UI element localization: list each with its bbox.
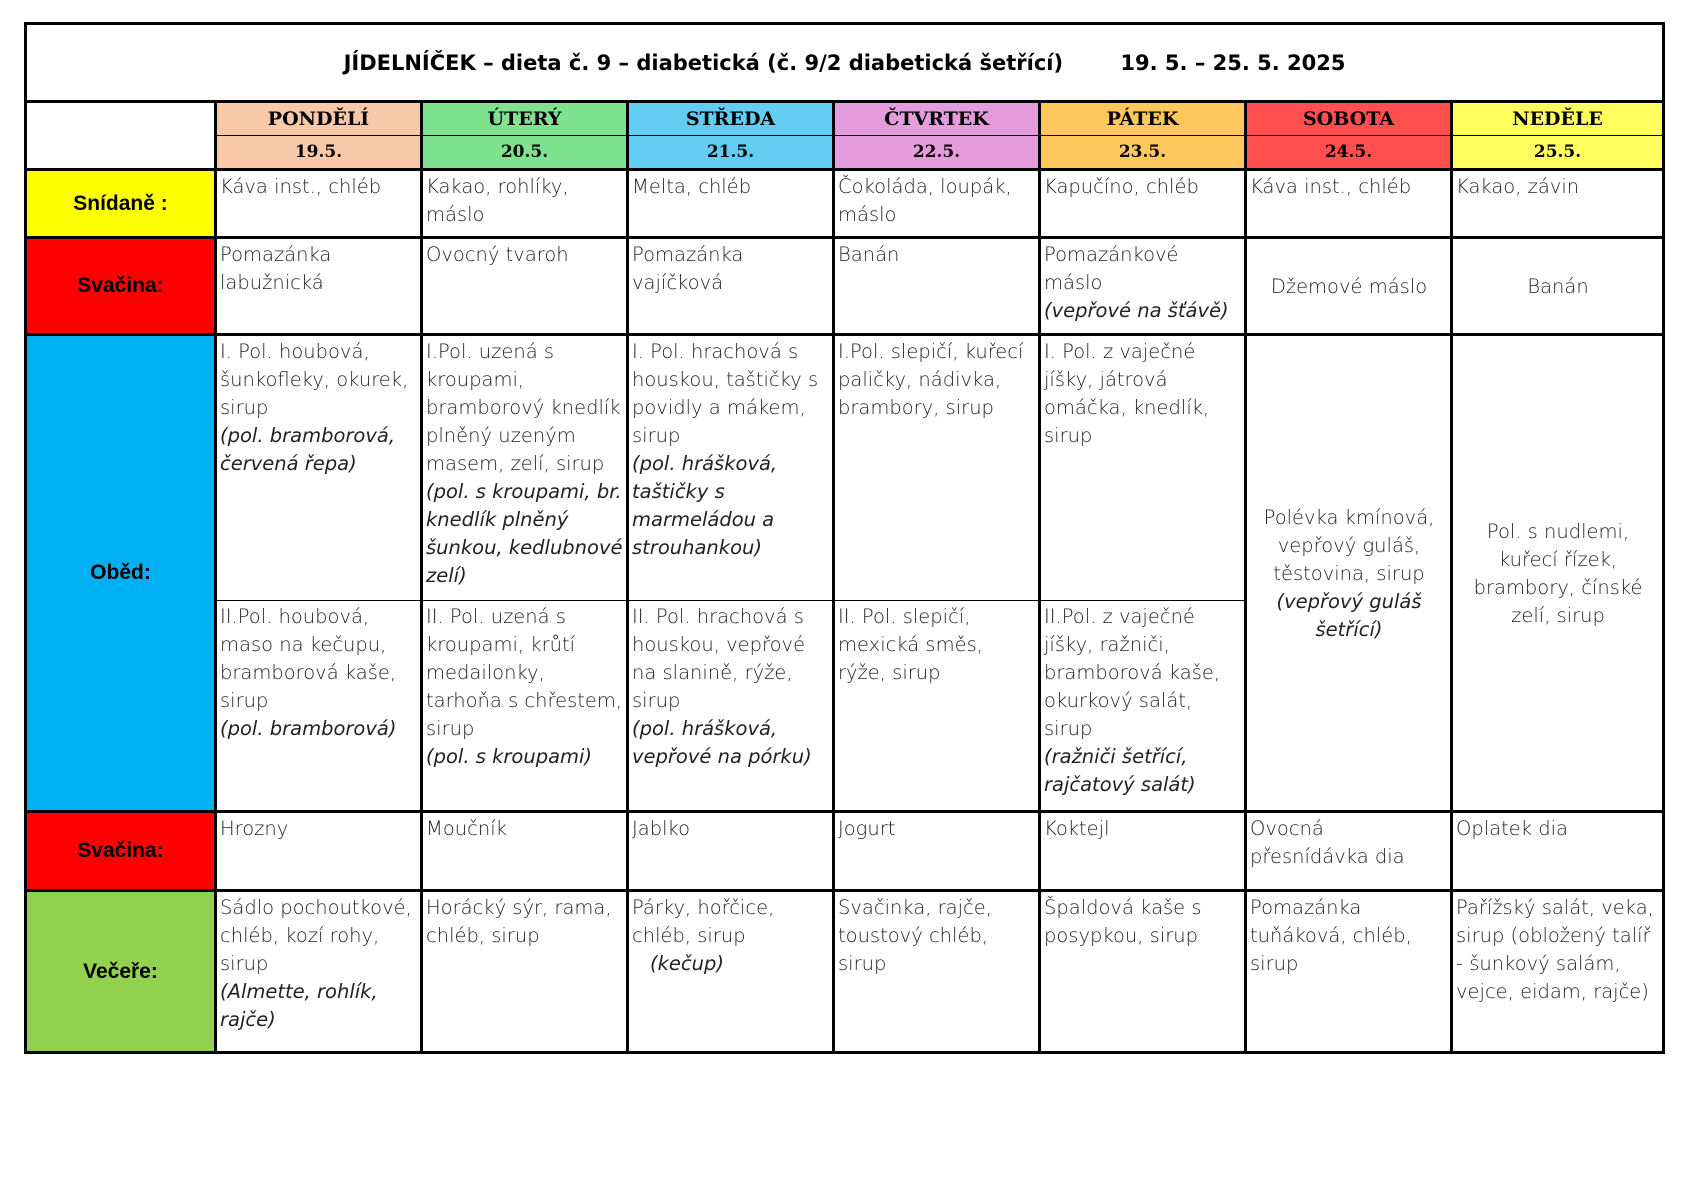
breakfast-cell: Kakao, rohlíky, máslo xyxy=(422,170,628,238)
lunch-second-alt: (pol. s kroupami) xyxy=(426,745,593,768)
snack1-cell xyxy=(422,238,628,335)
snack2-cell: Koktejl xyxy=(1040,812,1246,891)
snack1-text: Ovocný tvaroh xyxy=(426,243,569,266)
snack1-text: Pomazánka labužnická xyxy=(220,243,332,294)
dinner-row xyxy=(26,891,1664,1053)
lunch-second-text: II.Pol. z vaječné jíšky, ražniči, bramborová kaše, okurkový salát, sirup xyxy=(1044,605,1221,740)
corner-cell xyxy=(26,102,216,170)
menu-table xyxy=(24,22,1665,1054)
dinner-text: Párky, hořčice, chléb, sirup xyxy=(632,896,775,947)
page-title xyxy=(26,24,1664,102)
lunch-first-alt: (pol. s kroupami, br. knedlík plněný šunkou, kedlubnové zelí) xyxy=(426,480,623,587)
lunch-first-alt: (pol. hrášková, taštičky s marmeládou a strouhankou) xyxy=(632,452,778,559)
meal-label-lunch: Oběd: xyxy=(26,335,216,812)
snack1-cell xyxy=(1246,238,1452,335)
snack1-text: Džemové máslo xyxy=(1270,275,1428,298)
day-date-sunday: 25.5. xyxy=(1452,136,1664,170)
lunch-first-cell xyxy=(216,335,422,601)
meal-label-breakfast: Snídaně : xyxy=(26,170,216,238)
day-header-friday: PÁTEK xyxy=(1040,102,1246,136)
day-date-row xyxy=(26,136,1664,170)
lunch-first-text: I. Pol. hrachová s houskou, taštičky s povidly a mákem, sirup xyxy=(632,340,819,447)
snack1-cell xyxy=(834,238,1040,335)
snack2-cell: Jogurt xyxy=(834,812,1040,891)
lunch-second-alt: (pol. hrášková, vepřové na pórku) xyxy=(632,717,812,768)
breakfast-row xyxy=(26,170,1664,238)
day-header-monday: PONDĚLÍ xyxy=(216,102,422,136)
snack2-cell: Jablko xyxy=(628,812,834,891)
lunch-second-cell xyxy=(834,601,1040,812)
snack1-cell xyxy=(216,238,422,335)
day-header-saturday: SOBOTA xyxy=(1246,102,1452,136)
breakfast-cell: Čokoláda, loupák, máslo xyxy=(834,170,1040,238)
snack1-cell xyxy=(628,238,834,335)
dinner-text: Pařížský salát, veka, sirup (obložený talíř - šunkový salám, vejce, eidam, rajče) xyxy=(1456,896,1654,1003)
snack2-row xyxy=(26,812,1664,891)
dinner-alt: (kečup) xyxy=(650,952,724,975)
lunch-second-cell xyxy=(1040,601,1246,812)
lunch-first-text: I. Pol. houbová, šunkofleky, okurek, sirup xyxy=(220,340,409,419)
lunch-first-text: I.Pol. slepičí, kuřecí paličky, nádivka, brambory, sirup xyxy=(838,340,1024,419)
snack1-text: Banán xyxy=(838,243,900,266)
day-date-monday: 19.5. xyxy=(216,136,422,170)
lunch-first-cell xyxy=(1040,335,1246,601)
meal-label-snack1: Svačina: xyxy=(26,238,216,335)
breakfast-cell: Kapučíno, chléb xyxy=(1040,170,1246,238)
dinner-alt: (Almette, rohlík, rajče) xyxy=(220,980,378,1031)
snack2-cell: Oplatek dia xyxy=(1452,812,1664,891)
breakfast-cell: Melta, chléb xyxy=(628,170,834,238)
dinner-text: Svačinka, rajče, toustový chléb, sirup xyxy=(838,896,992,975)
day-date-saturday: 24.5. xyxy=(1246,136,1452,170)
lunch-first-cell xyxy=(628,335,834,601)
day-header-tuesday: ÚTERÝ xyxy=(422,102,628,136)
snack2-cell: Hrozny xyxy=(216,812,422,891)
menu-sheet xyxy=(24,22,1662,1054)
lunch-first-text: I.Pol. uzená s kroupami, bramborový knedlík plněný uzeným masem, zelí, sirup xyxy=(426,340,621,475)
day-date-friday: 23.5. xyxy=(1040,136,1246,170)
breakfast-cell: Káva inst., chléb xyxy=(1246,170,1452,238)
dinner-text: Horácký sýr, rama, chléb, sirup xyxy=(426,896,612,947)
lunch-first-cell xyxy=(422,335,628,601)
lunch-second-cell xyxy=(216,601,422,812)
lunch-weekend-cell xyxy=(1246,335,1452,812)
lunch-weekend-cell xyxy=(1452,335,1664,812)
day-name-row xyxy=(26,102,1664,136)
dinner-text: Pomazánka tuňáková, chléb, sirup xyxy=(1250,896,1412,975)
snack1-text: Banán xyxy=(1527,275,1589,298)
day-date-wednesday: 21.5. xyxy=(628,136,834,170)
title-row xyxy=(26,24,1664,102)
snack1-text: Pomazánkové máslo xyxy=(1044,243,1179,294)
lunch-second-text: II. Pol. slepičí, mexická směs, rýže, sirup xyxy=(838,605,983,684)
snack1-row xyxy=(26,238,1664,335)
dinner-cell xyxy=(1452,891,1664,1053)
day-date-thursday: 22.5. xyxy=(834,136,1040,170)
lunch-weekend-alt: (vepřový guláš šetřící) xyxy=(1276,590,1422,641)
dinner-cell xyxy=(834,891,1040,1053)
breakfast-cell: Káva inst., chléb xyxy=(216,170,422,238)
lunch-first-alt: (pol. bramborová, červená řepa) xyxy=(220,424,396,475)
dinner-cell xyxy=(422,891,628,1053)
dinner-cell xyxy=(1246,891,1452,1053)
meal-label-dinner: Večeře: xyxy=(26,891,216,1053)
snack2-cell: Moučník xyxy=(422,812,628,891)
lunch-second-alt: (pol. bramborová) xyxy=(220,717,397,740)
snack1-cell xyxy=(1040,238,1246,335)
lunch-first-text: I. Pol. z vaječné jíšky, játrová omáčka, knedlík, sirup xyxy=(1044,340,1210,447)
snack1-alt: (vepřové na šťávě) xyxy=(1044,299,1229,322)
lunch-second-text: II. Pol. uzená s kroupami, krůtí medailonky, tarhoňa s chřestem, sirup xyxy=(426,605,623,740)
snack1-cell xyxy=(1452,238,1664,335)
dinner-text: Sádlo pochoutkové, chléb, kozí rohy, sirup xyxy=(220,896,412,975)
lunch-weekend-text: Pol. s nudlemi, kuřecí řízek, brambory, čínské zelí, sirup xyxy=(1473,520,1643,627)
lunch-second-text: II.Pol. houbová, maso na kečupu, bramborová kaše, sirup xyxy=(220,605,397,712)
day-date-tuesday: 20.5. xyxy=(422,136,628,170)
lunch-second-text: II. Pol. hrachová s houskou, vepřové na slanině, rýže, sirup xyxy=(632,605,806,712)
snack1-text: Pomazánka vajíčková xyxy=(632,243,744,294)
lunch-row-first xyxy=(26,335,1664,601)
dinner-text: Špaldová kaše s posypkou, sirup xyxy=(1044,896,1202,947)
title-main: JÍDELNÍČEK – dieta č. 9 – diabetická (č. 9/2 diabetická šetřící) xyxy=(343,50,1064,75)
day-header-thursday: ČTVRTEK xyxy=(834,102,1040,136)
lunch-first-cell xyxy=(834,335,1040,601)
breakfast-cell: Kakao, závin xyxy=(1452,170,1664,238)
dinner-cell xyxy=(628,891,834,1053)
lunch-weekend-text: Polévka kmínová, vepřový guláš, těstovina, sirup xyxy=(1263,506,1435,585)
meal-label-snack2: Svačina: xyxy=(26,812,216,891)
date-range: 19. 5. – 25. 5. 2025 xyxy=(1120,50,1346,75)
lunch-second-alt: (ražniči šetřící, rajčatový salát) xyxy=(1044,745,1196,796)
snack2-cell: Ovocná přesnídávka dia xyxy=(1246,812,1452,891)
dinner-cell xyxy=(1040,891,1246,1053)
lunch-second-cell xyxy=(628,601,834,812)
day-header-wednesday: STŘEDA xyxy=(628,102,834,136)
lunch-second-cell xyxy=(422,601,628,812)
day-header-sunday: NEDĚLE xyxy=(1452,102,1664,136)
dinner-cell xyxy=(216,891,422,1053)
